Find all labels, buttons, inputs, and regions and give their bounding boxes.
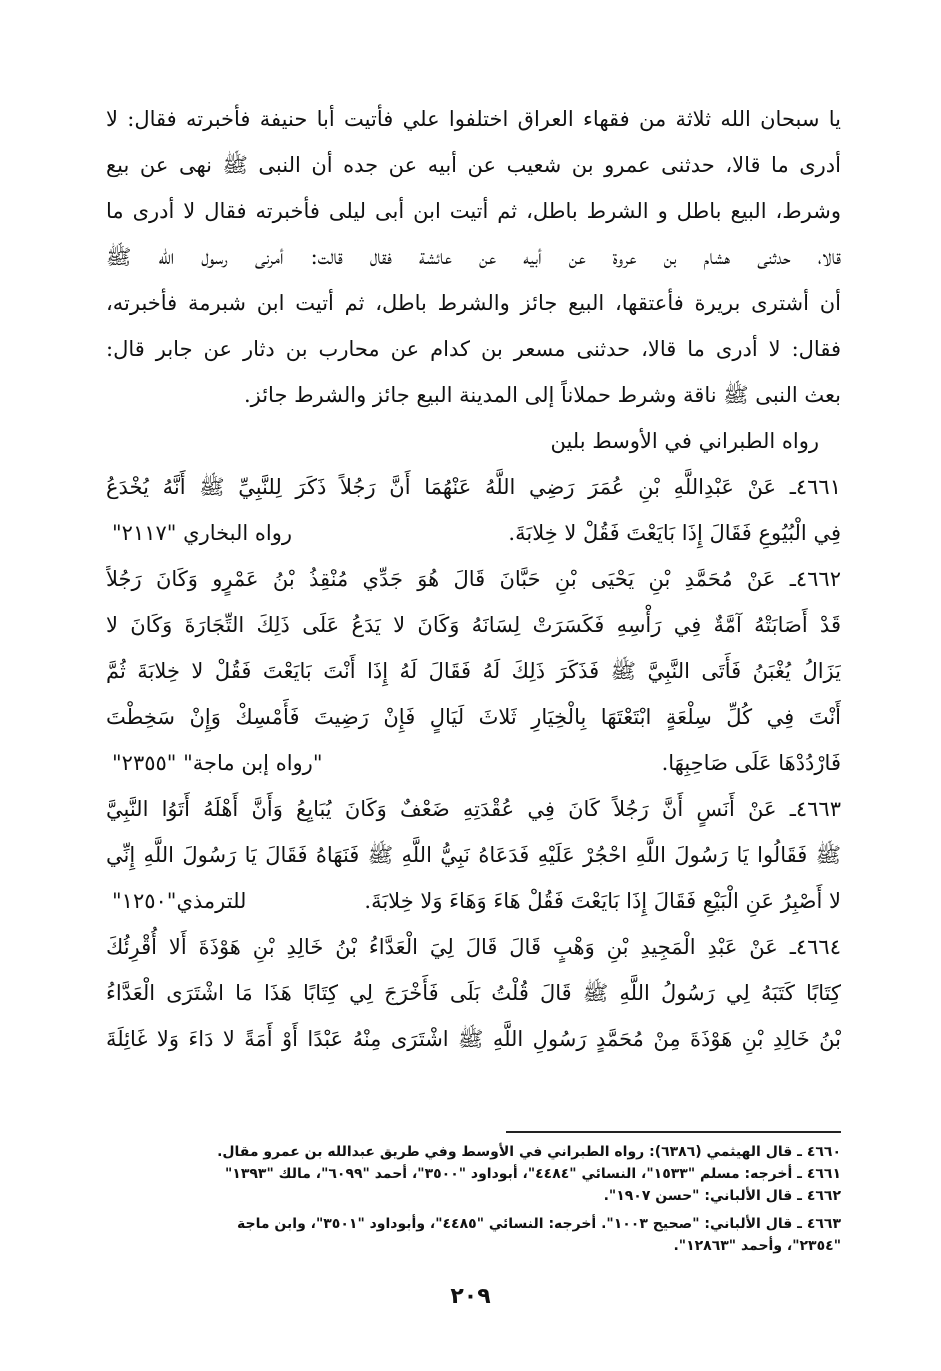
hadith-line: ٤٦٦٣ـ عَنْ أَنَسٍ أَنَّ رَجُلاً كَانَ فِي عُقْدَتِهِ ضَعْفٌ وَكَانَ يُبَايِعُ وَأَنَّ أَهْلَهُ أَتَوُا النَّبِيَّ xyxy=(106,797,841,821)
intro-source: رواه الطبراني في الأوسط بلين xyxy=(550,429,819,453)
hadith-text: فِي الْبُيُوعِ فَقَالَ إِذَا بَايَعْتَ فَقُلْ لا خِلابَةَ. xyxy=(508,521,841,545)
hadith-last-line xyxy=(106,878,841,924)
hadith-line: كِتَابًا كَتَبَهُ لِي رَسُولُ اللَّهِ ﷺ قَالَ قُلْتُ بَلَى فَأَخْرَجَ لِي كِتَابًا هَذَا مَا اشْتَرَى الْعَدَّاءُ xyxy=(106,981,841,1005)
hadith-reference: "رواه إبن ماجة" "٢٣٥٥" xyxy=(112,751,323,775)
hadith-line: قَدْ أَصَابَتْهُ آمَّةٌ فِي رَأْسِهِ فَكَسَرَتْ لِسَانَهُ وَكَانَ لا يَدَعُ عَلَى ذَلِكَ التِّجَارَةَ وَكَانَ لا xyxy=(106,613,841,637)
footnote: "٢٣٥٤"، وأحمد "١٢٨٦٣". xyxy=(673,1238,841,1254)
footnote: ٤٦٦٠ ـ قال الهيثمي (٦٣٨٦): رواه الطبراني في الأوسط وفي طريق عبدالله بن عمرو مقال. xyxy=(217,1144,841,1160)
hadith-reference: رواه البخاري "٢١١٧" xyxy=(112,521,293,545)
text-line: بعث النبى ﷺ ناقة وشرط حملاناً إلى المدينة البيع جائز والشرط جائز. xyxy=(243,383,841,407)
text-line: يا سبحان الله ثلاثة من فقهاء العراق اختلفوا علي فأتيت أبا حنيفة فأخبرته فقال: لا xyxy=(106,107,841,131)
hadith-line: ٤٦٦٤ـ عَنْ عَبْدِ الْمَجِيدِ بْنِ وَهْبٍ قَالَ قَالَ لِيَ الْعَدَّاءُ بْنُ خَالِدِ بْنِ هَوْذَةَ أَلا أُقْرِئُكَ xyxy=(106,935,841,959)
hadith-4661 xyxy=(106,464,841,556)
text-line: قالا، حدثنى هشام بن عروة عن أبيه عن عائشة فقال قالت: أمرنى رسول الله ﷺ xyxy=(106,245,841,269)
hadith-4664 xyxy=(106,924,841,1062)
main-text xyxy=(106,96,841,1062)
hadith-text: لا أَصْبِرُ عَنِ الْبَيْعِ فَقَالَ إِذَا بَايَعْتَ فَقُلْ هَاءَ وَهَاءَ وَلا خِلابَةَ. xyxy=(364,889,841,913)
hadith-last-line xyxy=(106,510,841,556)
hadith-line: ٤٦٦١ـ عَنْ عَبْدِاللَّهِ بْنِ عُمَرَ رَضِي اللَّهُ عَنْهُمَا أَنَّ رَجُلاً ذَكَرَ لِلنَّبِيِّ ﷺ أَنَّهُ يُخْدَعُ xyxy=(106,475,841,499)
footnote: ٤٦٦٣ ـ قال الألباني: "صحيح ١٠٠٣". أخرجه: النسائي "٤٤٨٥"، وأبوداود "٣٥٠١"، وابن ماجة xyxy=(237,1216,841,1232)
hadith-line: بْنُ خَالِدِ بْنِ هَوْذَةَ مِنْ مُحَمَّدٍ رَسُولِ اللَّهِ ﷺ اشْتَرَى مِنْهُ عَبْدًا أَوْ أَمَةً لا دَاءَ وَلا غَائِلَةَ xyxy=(106,1027,841,1051)
footnote: ٤٦٦١ ـ أخرجه: مسلم "١٥٣٣"، النسائي "٤٤٨٤"، أبوداود "٣٥٠٠"، أحمد "٦٠٩٩"، مالك "١٣٩٣" xyxy=(225,1166,841,1182)
hadith-line: يَزَالُ يُغْبَنُ فَأَتَى النَّبِيَّ ﷺ فَذَكَرَ ذَلِكَ لَهُ فَقَالَ لَهُ إِذَا أَنْتَ بَايَعْتَ فَقُلْ لا خِلابَةَ ثُمَّ xyxy=(106,659,841,683)
hadith-last-line xyxy=(106,740,841,786)
text-line: وشرط، البيع باطل و الشرط باطل، ثم أتيت ابن أبى ليلى فأخبرته فقال لا أدرى ما xyxy=(106,199,841,223)
footnote-divider xyxy=(506,1131,841,1133)
hadith-text: فَارْدُدْهَا عَلَى صَاحِبِهَا. xyxy=(661,751,841,775)
hadith-line: أَنْتَ فِي كُلِّ سِلْعَةٍ ابْتَعْتَهَا بِالْخِيَارِ ثَلاثَ لَيَالٍ فَإِنْ رَضِيتَ فَأَمْسِكْ وَإِنْ سَخِطْتَ xyxy=(106,705,841,729)
intro-paragraph xyxy=(106,96,841,464)
hadith-line: ٤٦٦٢ـ عَنْ مُحَمَّدِ بْنِ يَحْيَى بْنِ حَبَّانَ قَالَ هُوَ جَدِّي مُنْقِذُ بْنُ عَمْرٍو وَكَانَ رَجُلاً xyxy=(106,567,841,591)
footnote: ٤٦٦٢ ـ قال الألباني: "حسن ١٩٠٧". xyxy=(603,1188,841,1204)
text-line: أن أشترى بريرة فأعتقها، البيع جائز والشرط باطل، ثم أتيت ابن شبرمة فأخبرته، xyxy=(106,291,841,315)
hadith-4663 xyxy=(106,786,841,924)
text-line: فقال: لا أدرى ما قالا، حدثنى مسعر بن كدام عن محارب بن دثار عن جابر قال: xyxy=(106,337,841,361)
page-number: ٢٠٩ xyxy=(450,1284,491,1309)
footnotes xyxy=(106,1141,841,1257)
hadith-reference: للترمذي"١٢٥٠" xyxy=(112,889,247,913)
hadith-line: ﷺ فَقَالُوا يَا رَسُولَ اللَّهِ احْجُرْ عَلَيْهِ فَدَعَاهُ نَبِيُّ اللَّهِ ﷺ فَنَهَاهُ فَقَالَ يَا رَسُولَ اللَّهِ إِنِّي xyxy=(106,843,841,867)
hadith-4662 xyxy=(106,556,841,786)
text-line: أدرى ما قالا، حدثنى عمرو بن شعيب عن أبيه عن جده أن النبى ﷺ نهى عن بيع xyxy=(106,153,841,177)
